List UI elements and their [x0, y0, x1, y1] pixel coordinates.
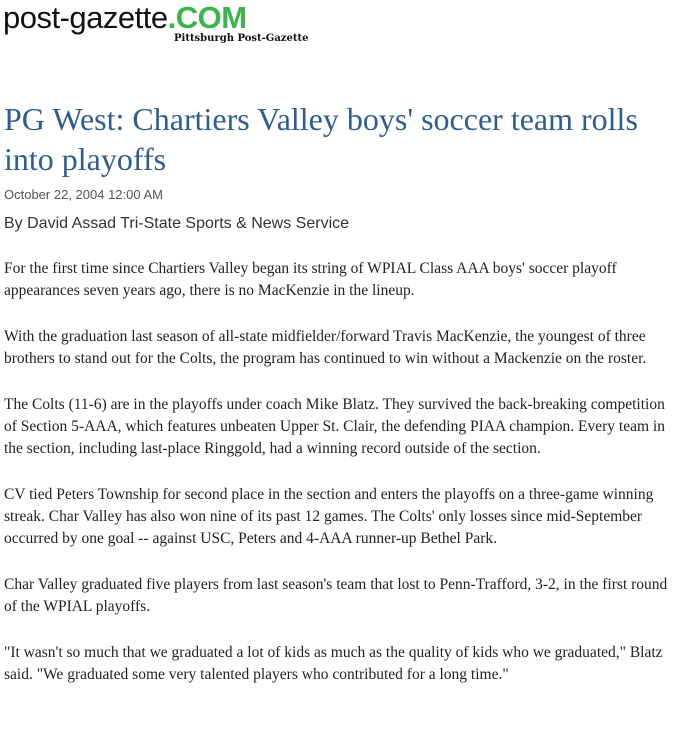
article-paragraph: CV tied Peters Township for second place in the section and enters the playoffs on a three-game winning streak. Char Valley has also won nine of its past 12 games. The Colts' only losses since mid-September occurred by one goal -- against USC, Peters and 4-AAA runner-up Bethel Park.: [4, 486, 654, 547]
article-paragraph: The Colts (11-6) are in the playoffs under coach Mike Blatz. They survived the back-breaking competition of Section 5-AAA, which features unbeaten Upper St. Clair, the defending PIAA champion. Every team in the section, including last-place Ringgold, had a winning record outside of the section.: [4, 396, 665, 457]
article-paragraph: With the graduation last season of all-state midfielder/forward Travis MacKenzie, the youngest of three brothers to stand out for the Colts, the program has continued to win without a Mackenzie on the roster.: [4, 328, 647, 367]
logo-wordmark: [3, 0, 247, 36]
logo-tagline: Pittsburgh Post-Gazette: [174, 33, 309, 44]
article-date: October 22, 2004 12:00 AM: [4, 187, 163, 202]
site-logo[interactable]: [3, 0, 309, 52]
logo-domain: .COM: [167, 0, 247, 35]
article-paragraph: For the first time since Chartiers Valley began its string of WPIAL Class AAA boys' soccer playoff appearances seven years ago, there is no MacKenzie in the lineup.: [4, 260, 617, 299]
article-paragraph: "It wasn't so much that we graduated a lot of kids as much as the quality of kids who we graduated," Blatz said. "We graduated some very talented players who contributed for a long time.": [4, 644, 663, 683]
article-body: [4, 258, 680, 710]
article-headline: PG West: Chartiers Valley boys' soccer team rolls into playoffs: [4, 101, 638, 177]
article-paragraph: Char Valley graduated five players from last season's team that lost to Penn-Trafford, 3-2, in the first round of the WPIAL playoffs.: [4, 576, 668, 615]
article-byline: By David Assad Tri-State Sports & News Service: [4, 215, 350, 232]
logo-text: post-gazette: [3, 0, 168, 35]
